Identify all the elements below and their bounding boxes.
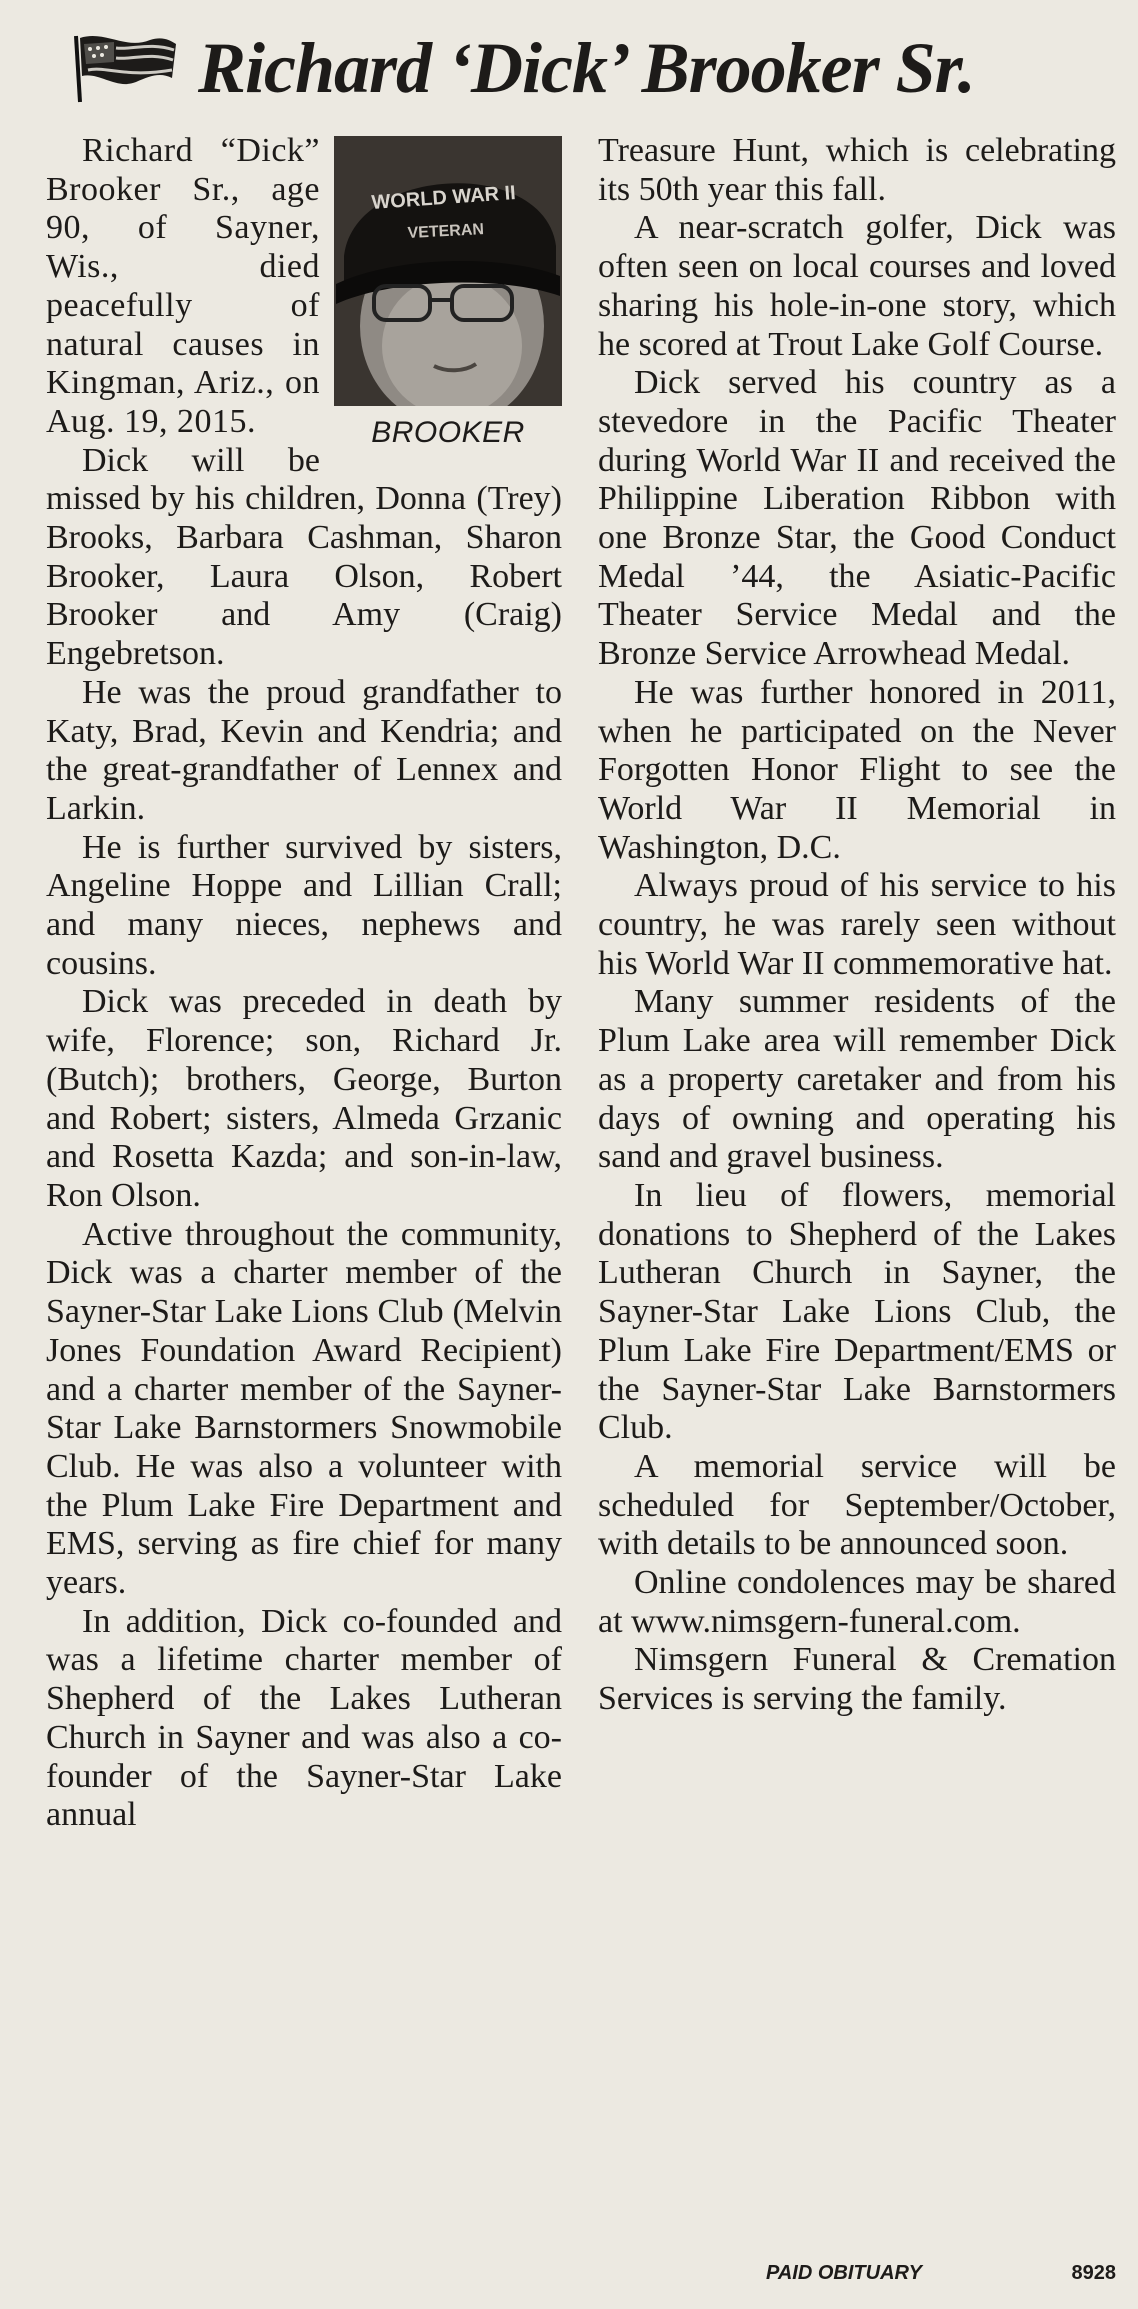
svg-text:VETERAN: VETERAN <box>407 221 485 242</box>
svg-text:WORLD WAR II: WORLD WAR II <box>370 182 517 215</box>
paragraph: Always proud of his service to his country, he was rarely seen without his World War II commemorative hat. <box>598 867 1116 982</box>
paid-obituary-label: PAID OBITUARY <box>766 2262 922 2284</box>
paragraph: In lieu of flowers, memorial donations to Shepherd of the Lakes Lutheran Church in Sayner, the Sayner-Star Lake Lions Club, the Plum Lake Fire Department/EMS or the Sayner-Star Lake Barnstormers Club. <box>598 1176 1116 1447</box>
paragraph: Active throughout the community, Dick was a charter member of the Sayner-Star Lake Lions Club (Melvin Jones Foundation Award Recipient) and a charter member of the Sayner-Star Lake Barnstormers Snowmobile Club. He was also a volunteer with the Plum Lake Fire Department and EMS, serving as fire chief for many years. <box>46 1215 562 1602</box>
portrait-photo <box>334 136 562 406</box>
photo-caption: BROOKER <box>371 416 525 449</box>
paragraph: A memorial service will be scheduled for September/October, with details to be announced soon. <box>598 1447 1116 1563</box>
paragraph: He is further survived by sisters, Angeline Hoppe and Lillian Crall; and many nieces, nephews and cousins. <box>46 828 562 982</box>
page-title: Richard ‘Dick’ Brooker Sr. <box>198 28 975 108</box>
paragraph: He was further honored in 2011, when he participated on the Never Forgotten Honor Flight to see the World War II Memorial in Washington, D.C. <box>598 673 1116 866</box>
paragraph: Many summer residents of the Plum Lake area will remember Dick as a property caretaker and from his days of owning and operating his sand and gravel business. <box>598 983 1116 1176</box>
header <box>70 22 1110 114</box>
paragraph: Nimsgern Funeral & Cremation Services is serving the family. <box>598 1641 1116 1718</box>
paragraph: Treasure Hunt, which is celebrating its 50th year this fall. <box>598 132 1116 208</box>
paragraph: Online condolences may be shared at www.nimsgern-funeral.com. <box>598 1564 1116 1640</box>
paragraph: Dick served his country as a stevedore in the Pacific Theater during World War II and received the Philippine Liberation Ribbon with one Bronze Star, the Good Conduct Medal ’44, the Asiatic-Pacific Theater Service Medal and the Bronze Service Arrowhead Medal. <box>598 364 1116 673</box>
paragraph: Richard “Dick” Brooker Sr., age 90, of Sayner, Wis., died peacefully of natural causes in Kingman, Ariz., on Aug. 19, 2015. <box>46 132 320 440</box>
paragraph: He was the proud grandfather to Katy, Brad, Kevin and Kendria; and the great-grandfather of Lennex and Larkin. <box>46 673 562 827</box>
left-column <box>46 132 562 1835</box>
paragraph: A near-scratch golfer, Dick was often seen on local courses and loved sharing his hole-in-one story, which he scored at Trout Lake Golf Course. <box>598 209 1116 363</box>
paragraph: Dick will be missed by his children, Donna (Trey) Brooks, Barbara Cashman, Sharon Brooker, Laura Olson, Robert Brooker and Amy (Craig) Engebretson. <box>46 441 562 673</box>
flag-icon <box>70 32 180 104</box>
portrait-figure <box>334 136 562 453</box>
ad-code: 8928 <box>1071 2262 1116 2284</box>
paragraph: In addition, Dick co-founded and was a lifetime charter member of Shepherd of the Lakes Lutheran Church in Sayner and was also a co-founder of the Sayner-Star Lake annual <box>46 1602 562 1834</box>
right-column <box>598 132 1116 1719</box>
paragraph: Dick was preceded in death by wife, Florence; son, Richard Jr. (Butch); brothers, George, Burton and Robert; sisters, Almeda Grzanic and Rosetta Kazda; and son-in-law, Ron Olson. <box>46 983 562 1214</box>
